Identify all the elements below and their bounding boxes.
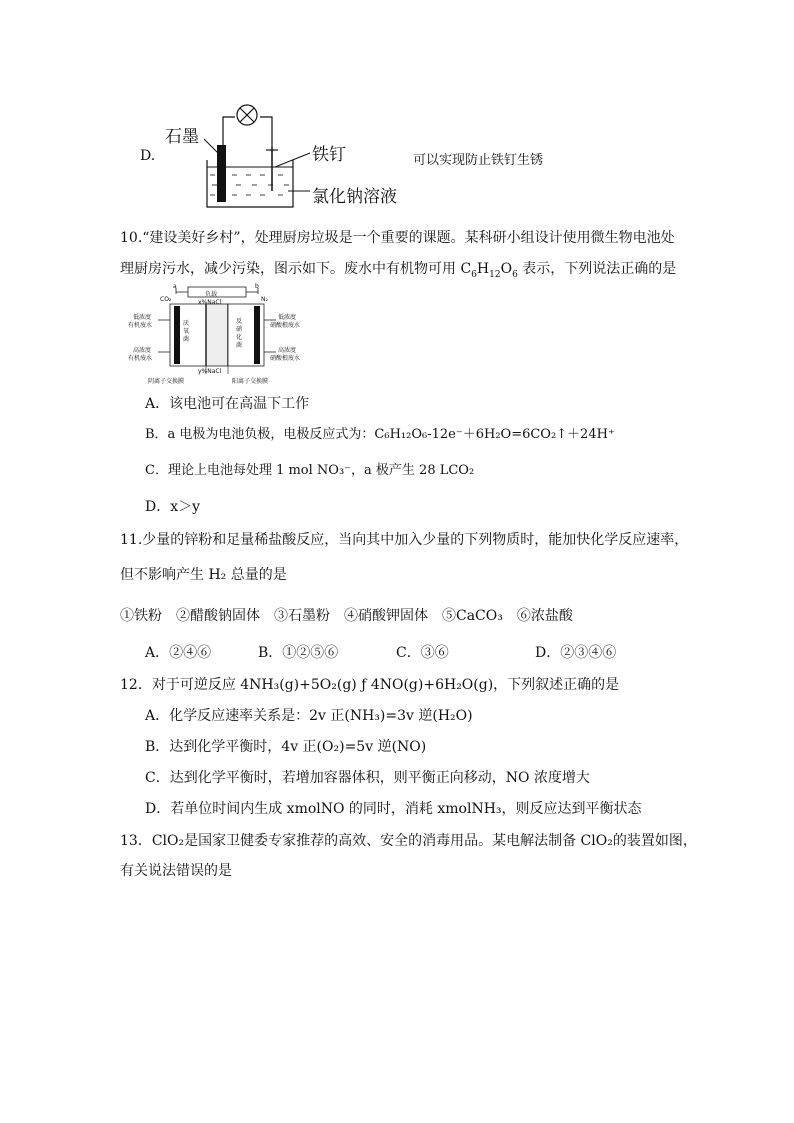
n2-label: N₂ [261,296,268,303]
anion-membrane-label: 阴离子交换膜 [148,378,185,385]
q10-option-b: B．a 电极为电池负极，电极反应式为：C₆H₁₂O₆-12e⁻＋6H₂O=6CO₂↑＋24H⁺ [145,427,615,442]
y-nacl-label: y%NaCl [198,368,222,375]
graphite-label: 石墨 [165,127,199,147]
low-organic-label: 低浓度 [133,314,152,321]
q10-option-d: D．x＞y [145,499,201,515]
q10-stem-line1: 10.“建设美好乡村”，处理厨房垃圾是一个重要的课题。某科研小组设计使用微生物电池处 [120,230,675,246]
q12-option-b: B．达到化学平衡时，4v 正(O₂)=5v 逆(NO) [145,739,427,755]
high-organic-label-2: 有机废水 [128,355,153,362]
anaerobic-bacteria-label: 厌氧菌 [183,320,190,343]
q11-option-a: A．②④⑥ [145,645,212,661]
q11-option-c: C．③⑥ [396,645,449,661]
cation-membrane-label: 阳离子交换膜 [232,378,269,385]
low-organic-label-2: 有机废水 [128,322,153,329]
q11-option-d: D．②③④⑥ [535,645,617,661]
load-label: 负载 [205,291,218,298]
nacl-solution-label: 氯化钠溶液 [312,187,397,207]
q10-option-c: C．理论上电池每处理 1 mol NO₃⁻，a 极产生 28 LCO₂ [145,463,475,478]
denitrifying-bacteria-label: 反硝化菌 [236,318,243,349]
electrode-a-label: a [173,283,177,290]
q11-option-b: B．①②⑤⑥ [258,645,339,661]
q10-option-a: A．该电池可在高温下工作 [145,396,310,412]
q13-stem-line2: 有关说法错误的是 [120,863,232,879]
co2-label: CO₂ [160,296,172,303]
q10-stem-line2: 理厨房污水，减少污染，图示如下。废水中有机物可用 $C_6H_{12}O_6$ 表示，下列说法正确的是 [120,261,677,280]
x-nacl-label: x%NaCl [198,299,222,306]
q12-option-a: A．化学反应速率关系是：2v 正(NH₃)=3v 逆(H₂O) [145,708,473,724]
q12-stem: 12．对于可逆反应 4NH₃(g)+5O₂(g) ƒ 4NO(g)+6H₂O(g)，下列叙述正确的是 [120,677,620,693]
q13-stem-line1: 13．ClO₂是国家卫健委专家推荐的高效、安全的消毒用品。某电解法制备 ClO₂的装置如图， [120,833,697,849]
q9-option-d-text: 可以实现防止铁钉生锈 [413,153,544,168]
high-organic-label: 高浓度 [133,347,152,354]
iron-nail-label: 铁钉 [312,145,346,165]
q9-option-d-label: D. [140,148,156,164]
q11-stem-line2: 但不影响产生 H₂ 总量的是 [120,567,287,583]
q11-stem-line1: 11.少量的锌粉和足量稀盐酸反应，当向其中加入少量的下列物质时，能加快化学反应速率， [120,532,689,548]
high-nitrate-label: 高浓度 [278,347,297,354]
electrode-b-label: b [255,283,259,290]
q12-option-d: D．若单位时间内生成 xmolNO 的同时，消耗 xmolNH₃，则反应达到平衡状态 [145,801,642,817]
low-nitrate-label: 低浓度 [278,314,297,321]
q11-substance-list: ①铁粉 ②醋酸钠固体 ③石墨粉 ④硝酸钾固体 ⑤CaCO₃ ⑥浓盐酸 [120,608,573,624]
low-nitrate-label-2: 硝酸根废水 [270,322,301,329]
high-nitrate-label-2: 硝酸根废水 [270,355,301,362]
q12-option-c: C．达到化学平衡时，若增加容器体积，则平衡正向移动，NO 浓度增大 [145,770,590,786]
